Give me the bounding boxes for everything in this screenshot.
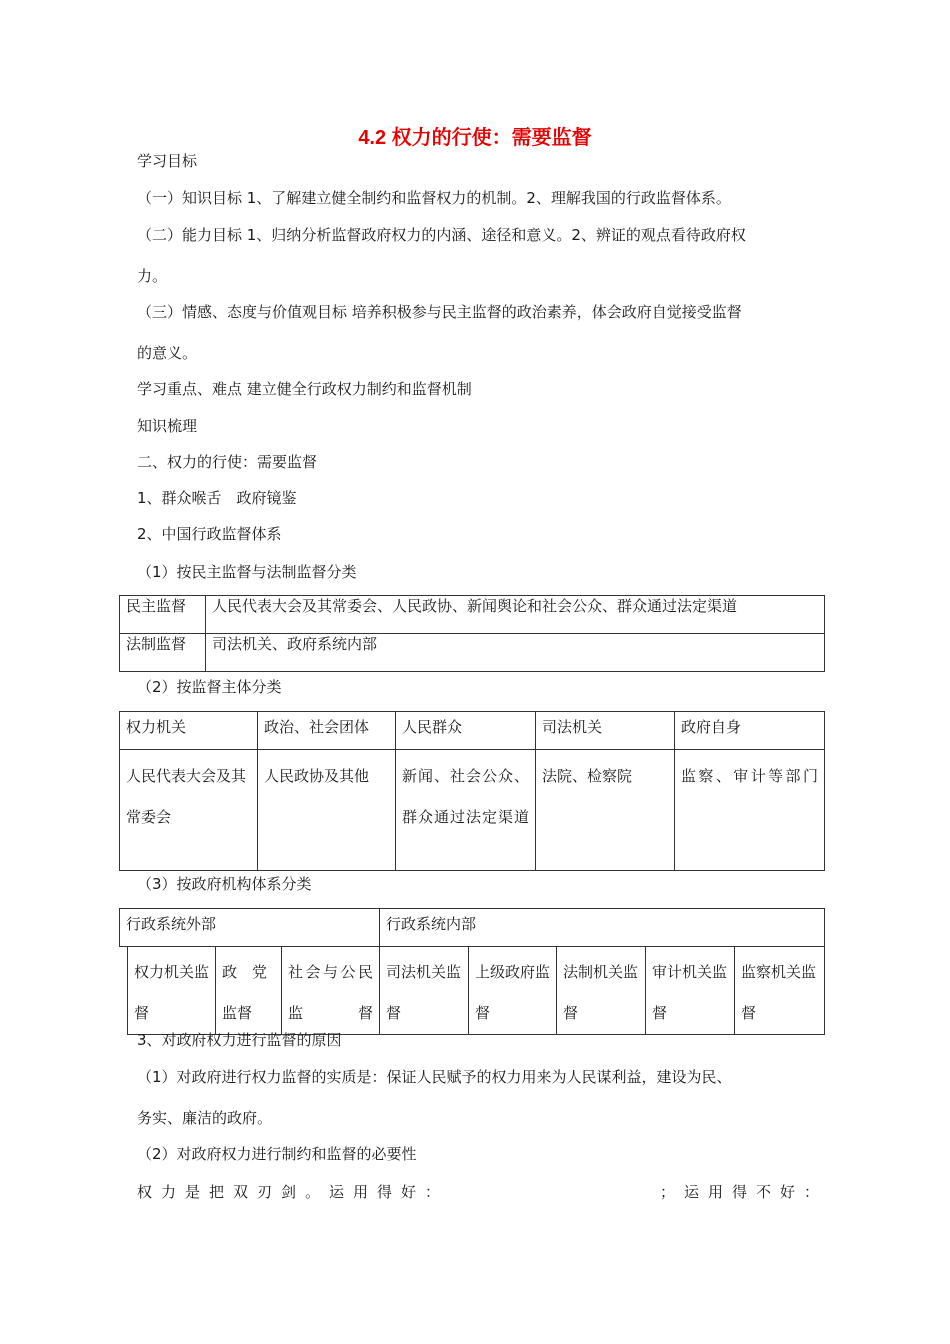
- table-cell: 审计机关监督: [646, 947, 735, 1035]
- table-cell: 法制监督: [120, 634, 206, 672]
- section-heading-knowledge: 知识梳理: [137, 417, 198, 435]
- table-cell: 法制机关监督: [557, 947, 646, 1035]
- objective-attitude-cont: 的意义。: [137, 344, 198, 362]
- table-cell: 司法机关监督: [380, 947, 469, 1035]
- subitem-2: （2）按监督主体分类: [137, 678, 282, 696]
- table-header-cell: 人民群众: [396, 712, 536, 750]
- subitem-3: （3）按政府机构体系分类: [137, 875, 312, 893]
- objective-knowledge: （一）知识目标 1、了解建立健全制约和监督权力的机制。2、理解我国的行政监督体系。: [137, 189, 731, 207]
- table-cell: 人民代表大会及其常委会: [120, 750, 258, 871]
- table-cell: 民主监督: [120, 596, 206, 634]
- table-row: [120, 947, 825, 1035]
- table-header-cell: 行政系统内部: [380, 909, 825, 947]
- table-row: [120, 596, 825, 634]
- key-points: 学习重点、难点 建立健全行政权力制约和监督机制: [137, 380, 472, 398]
- table-row: [120, 634, 825, 672]
- table-header-cell: 政治、社会团体: [258, 712, 396, 750]
- table-cell: 法院、检察院: [536, 750, 675, 871]
- reason-1: （1）对政府进行权力监督的实质是：保证人民赋予的权力用来为人民谋利益，建设为民、: [137, 1068, 732, 1086]
- table-cell: 新闻、社会公众、群众通过法定渠道: [396, 750, 536, 871]
- table-cell: 人民政协及其他: [258, 750, 396, 871]
- table-supervision-subjects: [119, 711, 825, 871]
- reason-2: （2）对政府权力进行制约和监督的必要性: [137, 1145, 417, 1163]
- table-cell: 监察、审计等部门: [675, 750, 825, 871]
- table-row: [120, 750, 825, 871]
- reason-1-cont: 务实、廉洁的政府。: [137, 1109, 273, 1127]
- table-header-cell: 司法机关: [536, 712, 675, 750]
- item-1: 1、群众喉舌 政府镜鉴: [137, 489, 297, 507]
- table-header-cell: 权力机关: [120, 712, 258, 750]
- double-edged-good: 权力是把双刃剑。运用得好：: [137, 1183, 450, 1201]
- page-title: 4.2 权力的行使：需要监督: [358, 127, 592, 149]
- table-cell: 上级政府监督: [469, 947, 557, 1035]
- subitem-1: （1）按民主监督与法制监督分类: [137, 563, 357, 581]
- section-heading-objectives: 学习目标: [137, 152, 198, 170]
- table-row: [120, 712, 825, 750]
- objective-attitude: （三）情感、态度与价值观目标 培养积极参与民主监督的政治素养，体会政府自觉接受监督: [137, 303, 742, 321]
- table-cell: 司法机关、政府系统内部: [206, 634, 825, 672]
- table-cell: 政 党监督: [216, 947, 282, 1035]
- item-2: 2、中国行政监督体系: [137, 525, 282, 543]
- table-democratic-legal: [119, 595, 825, 672]
- table-cell: 权力机关监督: [128, 947, 216, 1035]
- table-spacer: [120, 947, 128, 1035]
- table-cell: 人民代表大会及其常委会、人民政协、新闻舆论和社会公众、群众通过法定渠道: [206, 596, 825, 634]
- item-3: 3、对政府权力进行监督的原因: [137, 1031, 342, 1049]
- table-header-cell: 政府自身: [675, 712, 825, 750]
- table-row: [120, 909, 825, 947]
- table-cell: 社会与公民监督: [282, 947, 380, 1035]
- table-government-system: [119, 908, 825, 1035]
- table-header-cell: 行政系统外部: [120, 909, 380, 947]
- double-edged-bad: ；运用得不好：: [660, 1183, 829, 1201]
- objective-ability: （二）能力目标 1、归纳分析监督政府权力的内涵、途径和意义。2、辨证的观点看待政府权: [137, 226, 746, 244]
- chapter-heading: 二、权力的行使：需要监督: [137, 453, 318, 471]
- objective-ability-cont: 力。: [137, 267, 168, 285]
- table-cell: 监察机关监督: [735, 947, 825, 1035]
